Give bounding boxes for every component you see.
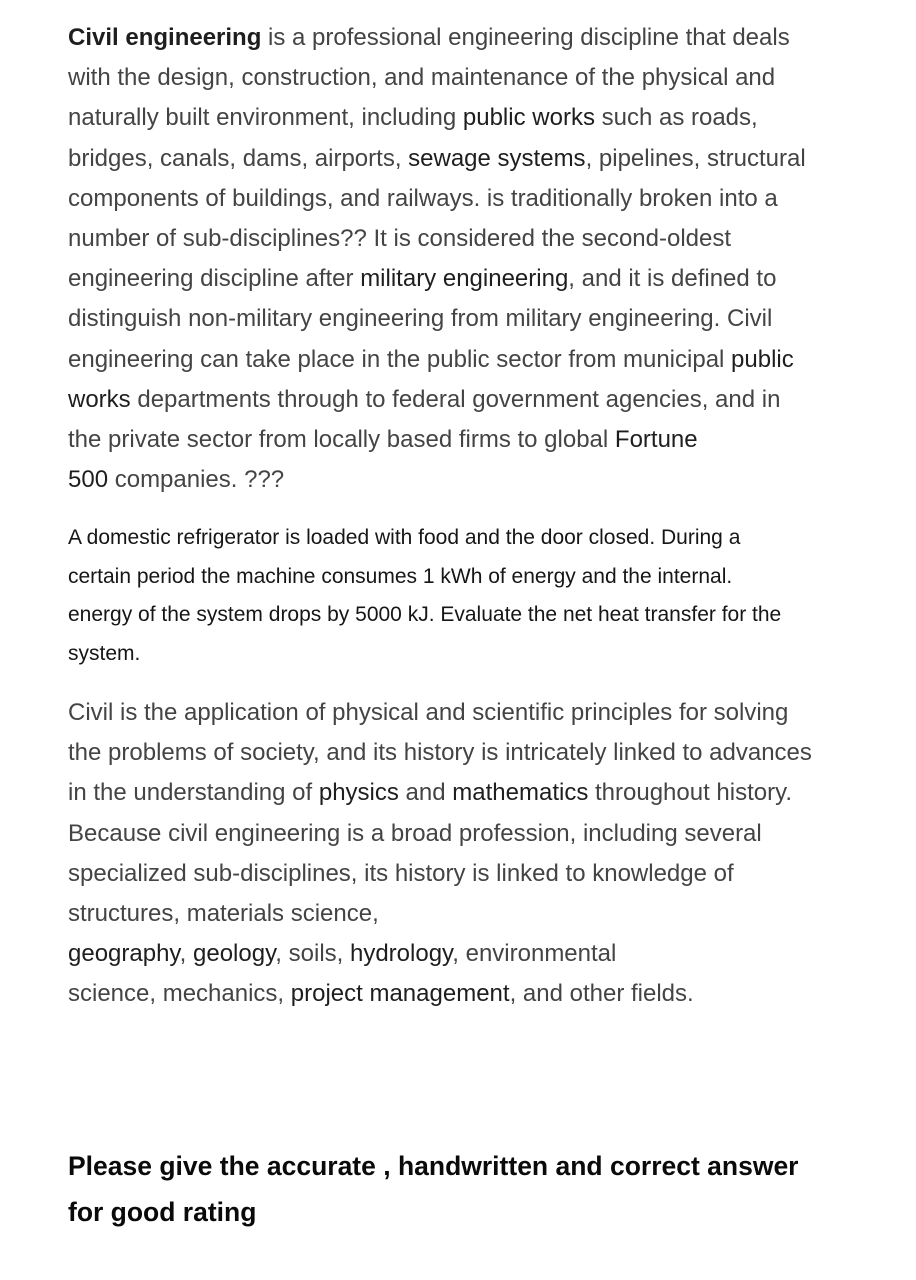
text-line: naturally built environment, including public works such as roads, — [68, 104, 758, 132]
link-physics[interactable]: physics — [318, 779, 399, 807]
text-line: number of sub-disciplines?? It is considered the second-oldest — [68, 225, 732, 253]
text-line: distinguish non-military engineering from military engineering. Civil — [68, 305, 773, 333]
link-public-works[interactable]: public works — [462, 104, 595, 132]
question-line: system. — [68, 641, 141, 665]
text-line: engineering can take place in the public sector from municipal public — [68, 345, 794, 373]
text-line: geography, geology, soils, hydrology, environmental — [68, 940, 617, 968]
term-civil-engineering: Civil engineering — [68, 24, 262, 51]
text-line: works departments through to federal government agencies, and in — [68, 385, 781, 413]
paragraph-civil-history — [68, 693, 858, 1015]
link-sewage-systems[interactable]: sewage systems — [408, 144, 586, 172]
request-line: for good rating — [68, 1197, 257, 1227]
text-line: components of buildings, and railways. is traditionally broken into a — [68, 184, 778, 212]
question-line: energy of the system drops by 5000 kJ. Evaluate the net heat transfer for the — [68, 603, 782, 626]
question-line: certain period the machine consumes 1 kWh of energy and the internal. — [68, 564, 733, 588]
text-line: bridges, canals, dams, airports, sewage systems, pipelines, structural — [68, 144, 806, 172]
text-line: the private sector from locally based firms to global Fortune — [68, 426, 698, 454]
text-line: Civil is the application of physical and scientific principles for solving — [68, 699, 789, 726]
request-line: Please give the accurate , handwritten and correct answer — [68, 1151, 799, 1181]
link-geology[interactable]: geology — [193, 940, 276, 968]
paragraph-civil-engineering-definition — [68, 18, 858, 500]
text-line: Because civil engineering is a broad profession, including several — [68, 819, 762, 847]
text-line: 500 companies. ??? — [68, 466, 285, 494]
text-line: science, mechanics, project management, and other fields. — [68, 980, 694, 1008]
text-line: with the design, construction, and maintenance of the physical and — [68, 64, 776, 92]
text-line: engineering discipline after military engineering, and it is defined to — [68, 265, 777, 293]
link-military-engineering[interactable]: military engineering — [360, 265, 569, 293]
link-mathematics[interactable]: mathematics — [452, 779, 589, 807]
text-line: specialized sub-disciplines, its history is linked to knowledge of — [68, 859, 734, 887]
link-public-works-departments-cont[interactable]: works — [68, 385, 131, 413]
question-refrigerator — [68, 519, 858, 673]
link-public-works-departments[interactable]: public — [731, 345, 794, 373]
question-line: A domestic refrigerator is loaded with food and the door closed. During a — [68, 526, 741, 549]
link-geography[interactable]: geography — [68, 940, 180, 968]
text-line: the problems of society, and its history is intricately linked to advances — [68, 739, 812, 767]
text-line: Civil engineering is a professional engineering discipline that deals — [68, 24, 790, 51]
link-project-management[interactable]: project management — [290, 980, 510, 1008]
text-line: in the understanding of physics and mathematics throughout history. — [68, 779, 792, 807]
link-fortune-500-cont[interactable]: 500 — [68, 466, 109, 494]
link-fortune-500[interactable]: Fortune — [614, 426, 698, 454]
text-line: structures, materials science, — [68, 900, 379, 928]
request-note — [68, 1143, 858, 1235]
link-hydrology[interactable]: hydrology — [349, 940, 453, 968]
